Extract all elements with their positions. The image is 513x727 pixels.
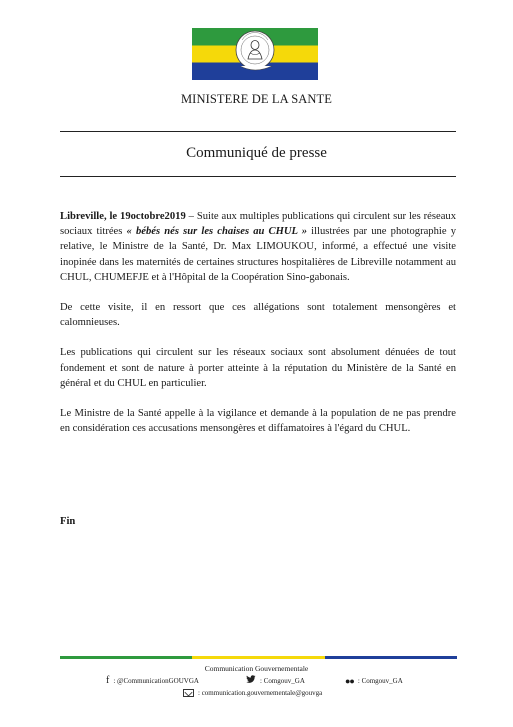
facebook-icon: f [106, 675, 110, 686]
header-divider-top [60, 131, 456, 132]
twitter-handle: : Comgouv_GA [260, 677, 305, 685]
closing-fin: Fin [60, 516, 76, 527]
paragraph-1 [60, 209, 456, 285]
ministry-name: MINISTERE DE LA SANTE [180, 92, 333, 106]
email-address: : communication.gouvernementale@gouvga [198, 689, 323, 697]
flickr-handle: : Comgouv_GA [357, 677, 403, 685]
footer-title: Communication Gouvernementale [204, 664, 309, 673]
paragraph-4: Le Ministre de la Santé appelle à la vigilance et demande à la population de ne pas prendre en considération ces accusations mensongères et diffamatoires à l'égard du CHUL. [60, 408, 456, 435]
flickr-icon: ●● [345, 676, 354, 686]
dateline: Libreville, le 19octobre2019 [60, 211, 186, 222]
facebook-handle: : @CommunicationGOUVGA [113, 677, 199, 685]
press-release-body [60, 209, 456, 451]
headline-quote: « bébés nés sur les chaises au CHUL » [126, 226, 308, 238]
twitter-bird-icon [246, 675, 256, 687]
coat-of-arms-seal [192, 28, 318, 80]
envelope-icon [183, 689, 194, 697]
paragraph-2: De cette visite, il en ressort que ces allégations sont totalement mensongères et calomnieuses. [60, 302, 456, 329]
paragraph-1-text-a: – Suite aux multiples publications qui circulent sur les réseaux sociaux titrées [60, 211, 456, 238]
header-divider-bottom [60, 176, 456, 177]
paragraph-1-text-b: illustrées par une photographie y relative, le Ministre de la Santé, Dr. Max LIMOUKOU, informé, a effectué une visite inopinée dans les maternités de certaines structures hospitalières de Libreville notamment au CHUL, CHUMEFJE et à l'Hôpital de la Coopération Sino-gabonais. [60, 226, 456, 283]
footer-facebook [106, 675, 199, 687]
gabon-flag-seal-icon [192, 28, 318, 80]
footer-flickr [345, 675, 403, 687]
footer-flag-band [60, 656, 457, 659]
document-title: Communiqué de presse [186, 145, 327, 161]
footer-twitter [246, 675, 305, 687]
paragraph-3: Les publications qui circulent sur les réseaux sociaux sont absolument dénuées de tout fondement et sont de nature à porter atteinte à la réputation du Ministère de la Santé en général et du CHUL en particulier. [60, 347, 456, 389]
footer-email [183, 687, 322, 699]
